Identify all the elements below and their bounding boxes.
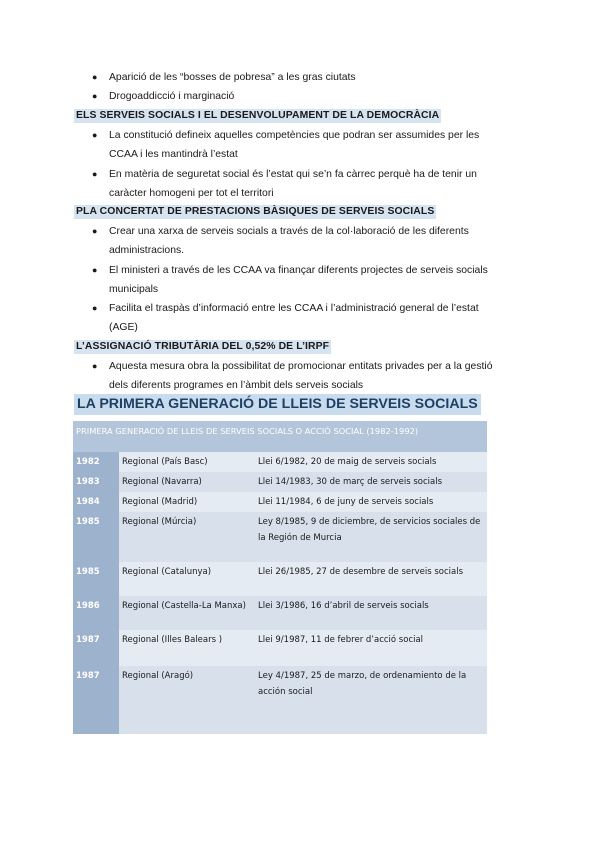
bullet-icon: ● <box>92 264 98 275</box>
list-item: ● Drogoaddicció i marginació <box>109 87 509 106</box>
bullet-list-irpf <box>92 357 509 396</box>
law-cell: Llei 26/1985, 27 de desembre de serveis socials <box>255 562 487 596</box>
section-heading-irpf: L’ASSIGNACIÓ TRIBUTÀRIA DEL 0,52% DE L’IRPF <box>76 341 330 352</box>
bullet-icon: ● <box>92 303 98 314</box>
region-cell: Regional (País Basc) <box>119 452 255 472</box>
list-item: ● Aquesta mesura obra la possibilitat de promocionar entitats privades per a la gestió dels diferents programes en l’àmbit dels serveis socials <box>109 357 509 396</box>
table-row <box>73 562 487 596</box>
law-cell: Llei 9/1987, 11 de febrer d’acció social <box>255 630 487 666</box>
region-cell: Regional (Castella-La Manxa) <box>119 596 255 630</box>
table-header-row <box>73 421 487 452</box>
year-cell: 1982 <box>73 452 119 472</box>
list-item: ● En matèria de seguretat social és l’estat qui se’n fa càrrec perquè ha de tenir un caràcter homogeni per tot el territori <box>109 165 509 204</box>
bullet-list-causes <box>92 68 509 107</box>
section-title-first-generation: LA PRIMERA GENERACIÓ DE LLEIS DE SERVEIS SOCIALS <box>74 394 481 415</box>
law-cell: Ley 8/1985, 9 de diciembre, de servicios sociales de la Región de Murcia <box>255 512 487 562</box>
table-row <box>73 596 487 630</box>
bullet-icon: ● <box>92 91 98 102</box>
law-cell: Llei 3/1986, 16 d’abril de serveis socials <box>255 596 487 630</box>
region-cell: Regional (Navarra) <box>119 472 255 492</box>
region-cell: Regional (Madrid) <box>119 492 255 512</box>
year-cell: 1983 <box>73 472 119 492</box>
table-row <box>73 492 487 512</box>
year-cell: 1987 <box>73 630 119 666</box>
year-cell: 1984 <box>73 492 119 512</box>
law-cell: Llei 11/1984, 6 de juny de serveis socials <box>255 492 487 512</box>
laws-table <box>73 421 487 734</box>
bullet-list-democracy <box>92 126 509 203</box>
region-cell: Regional (Catalunya) <box>119 562 255 596</box>
section-heading-pla-concertat: PLA CONCERTAT DE PRESTACIONS BÀSIQUES DE SERVEIS SOCIALS <box>76 206 435 217</box>
region-cell: Regional (Aragó) <box>119 666 255 734</box>
year-cell: 1987 <box>73 666 119 734</box>
year-cell: 1985 <box>73 562 119 596</box>
list-item: ● Facilita el traspàs d’informació entre les CCAA i l’administració general de l’estat (AGE) <box>109 299 509 338</box>
law-cell: Llei 14/1983, 30 de març de serveis socials <box>255 472 487 492</box>
region-cell: Regional (Illes Balears ) <box>119 630 255 666</box>
bullet-list-pla-concertat <box>92 222 509 338</box>
table-row <box>73 666 487 734</box>
table-row <box>73 472 487 492</box>
list-item: ● Crear una xarxa de serveis socials a través de la col·laboració de les diferents administracions. <box>109 222 509 261</box>
law-cell: Ley 4/1987, 25 de marzo, de ordenamiento de la acción social <box>255 666 487 734</box>
bullet-icon: ● <box>92 226 98 236</box>
section-heading-democracy: ELS SERVEIS SOCIALS I EL DESENVOLUPAMENT DE LA DEMOCRÀCIA <box>76 110 440 121</box>
table-row <box>73 452 487 472</box>
table-header: PRIMERA GENERACIÓ DE LLEIS DE SERVEIS SOCIALS O ACCIÓ SOCIAL (1982-1992) <box>73 421 487 452</box>
list-item: ● El ministeri a través de les CCAA va finançar diferents projectes de serveis socials municipals <box>109 261 509 300</box>
bullet-icon: ● <box>92 361 98 371</box>
bullet-icon: ● <box>92 130 98 140</box>
region-cell: Regional (Múrcia) <box>119 512 255 562</box>
table-row <box>73 512 487 562</box>
year-cell: 1985 <box>73 512 119 562</box>
table-row <box>73 630 487 666</box>
list-item: ● Aparició de les “bosses de pobresa” a les gras ciutats <box>109 68 509 87</box>
year-cell: 1986 <box>73 596 119 630</box>
bullet-icon: ● <box>92 72 98 82</box>
law-cell: Llei 6/1982, 20 de maig de serveis socials <box>255 452 487 472</box>
bullet-icon: ● <box>92 168 98 179</box>
list-item: ● La constitució defineix aquelles competències que podran ser assumides per les CCAA i les mantindrà l’estat <box>109 126 509 165</box>
